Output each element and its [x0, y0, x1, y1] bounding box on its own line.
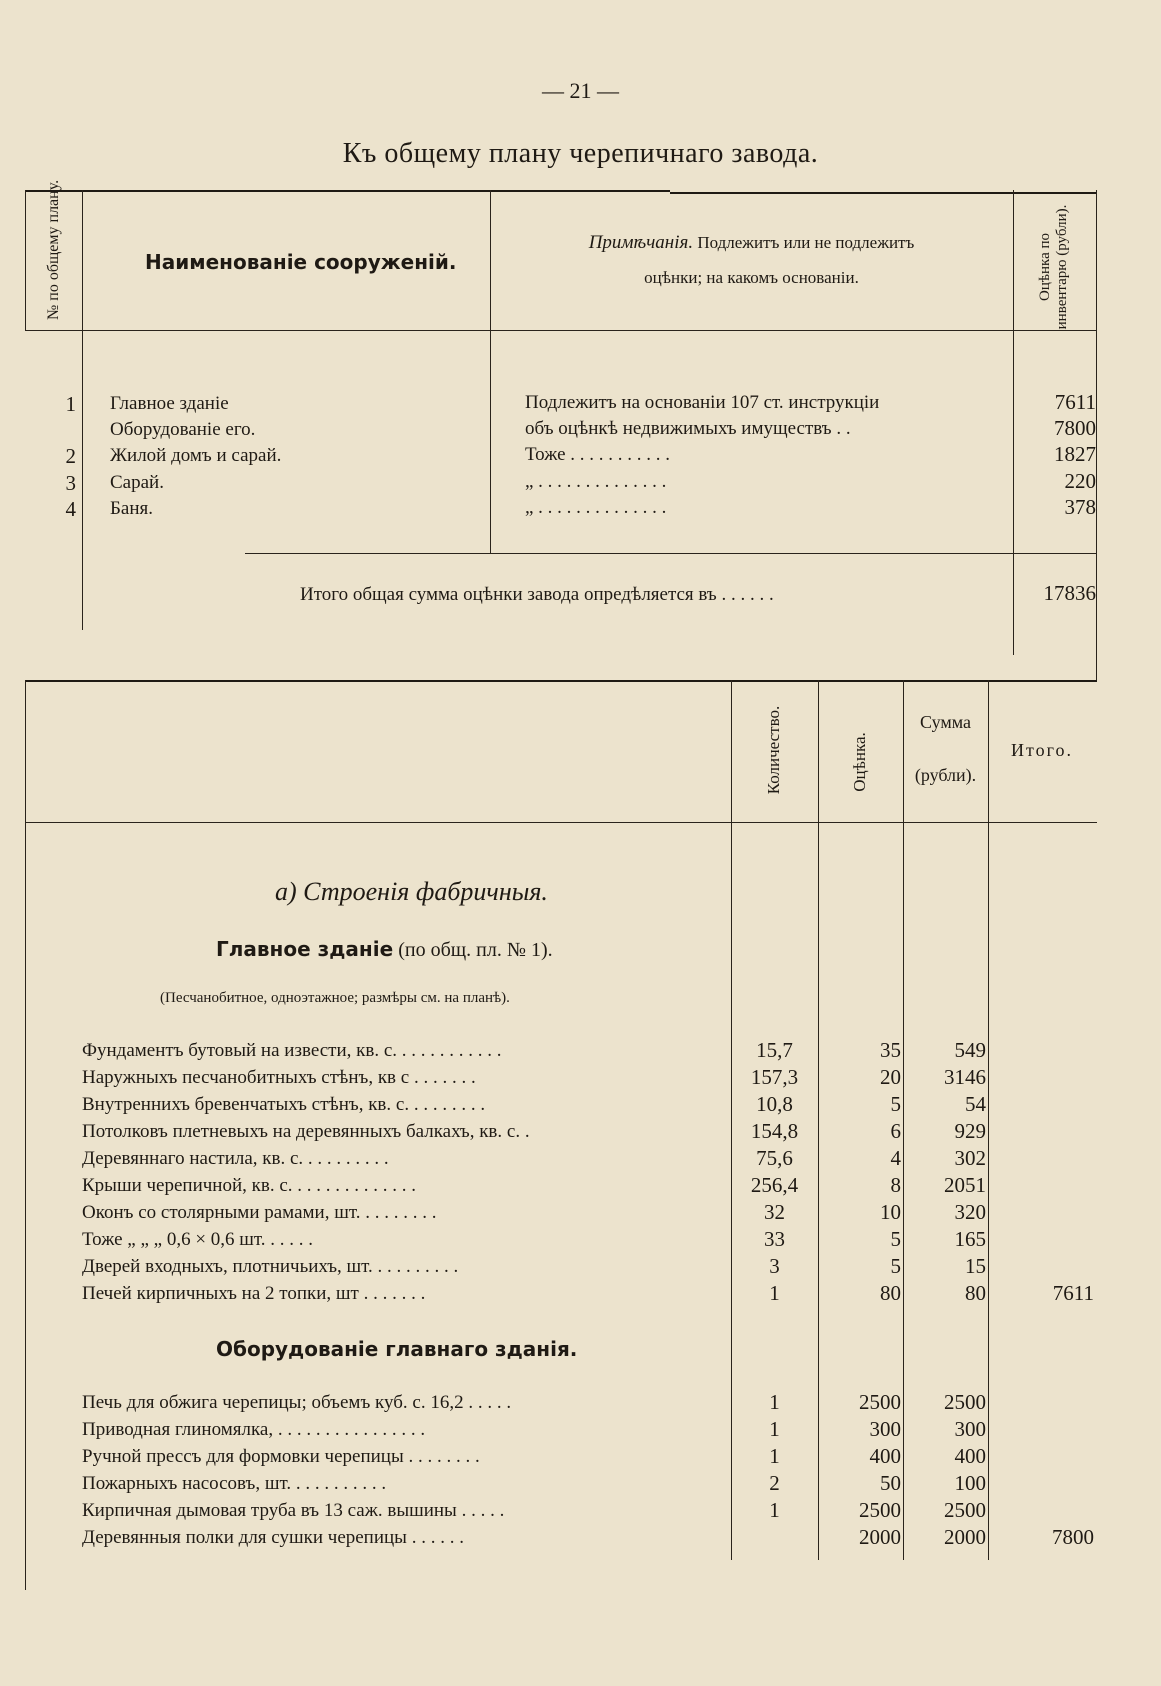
total-text: Итого общая сумма оцѣнки завода опредѣляется въ . . . . . .: [300, 584, 774, 605]
row-quantity: 32: [764, 1200, 785, 1224]
page-number: — 21 —: [542, 78, 619, 103]
header-sum-units: (рубли).: [914, 765, 977, 785]
header-plan-no: № по общему плану.: [45, 179, 62, 320]
row-sum: 2500: [944, 1390, 986, 1414]
row-label: Печь для обжига черепицы; объемъ куб. с. 16,2 . . . . .: [82, 1392, 512, 1413]
row-note: „ . . . . . . . . . . . . . .: [525, 471, 667, 492]
row-note: объ оцѣнкѣ недвижимыхъ имуществъ . .: [525, 418, 851, 439]
row-label: Кирпичная дымовая труба въ 13 саж. вышины . . . . .: [82, 1500, 505, 1521]
main-building-title-ref: (по общ. пл. № 1).: [398, 939, 553, 961]
row-label: Ручной прессъ для формовки черепицы . . . . . . . .: [82, 1446, 480, 1467]
row-quantity: 1: [769, 1390, 780, 1414]
row-quantity: 3: [769, 1254, 780, 1278]
header-valuation: Оцѣнка по инвентарю (рубли).: [1037, 204, 1070, 330]
header-price: Оцѣнка.: [850, 732, 869, 792]
row-quantity: 1: [769, 1417, 780, 1441]
row-quantity: 1: [769, 1281, 780, 1305]
row-value: 7800: [1054, 416, 1096, 440]
row-label: Потолковъ плетневыхъ на деревянныхъ балкахъ, кв. с. .: [82, 1121, 530, 1142]
row-label: Фундаментъ бутовый на извести, кв. с. . . . . . . . . . . .: [82, 1040, 502, 1061]
row-quantity: 1: [769, 1444, 780, 1468]
header-notes-italic: Примѣчанія.: [588, 232, 694, 253]
row-price: 400: [869, 1444, 901, 1468]
row-label: Наружныхъ песчанобитныхъ стѣнъ, кв с . . . . . . .: [82, 1067, 476, 1088]
row-label: Тоже „ „ „ 0,6 × 0,6 шт. . . . . .: [82, 1229, 314, 1250]
row-price: 2500: [859, 1498, 901, 1522]
row-quantity: 75,6: [756, 1146, 793, 1170]
equipment-title: Оборудованіе главнаго зданія.: [216, 1337, 578, 1361]
header-quantity: Количество.: [764, 705, 783, 795]
row-price: 300: [869, 1417, 901, 1441]
row-name: Главное зданіе: [110, 393, 229, 414]
row-price: 2500: [859, 1390, 901, 1414]
row-label: Пожарныхъ насосовъ, шт. . . . . . . . . . .: [82, 1473, 387, 1494]
row-quantity: 157,3: [750, 1065, 799, 1089]
row-name: Жилой домъ и сарай.: [110, 445, 282, 466]
row-label: Оконъ со столярными рамами, шт. . . . . . . . .: [82, 1202, 437, 1223]
row-sum: 2000: [944, 1525, 986, 1549]
row-label: Внутреннихъ бревенчатыхъ стѣнъ, кв. с. . . . . . . . .: [82, 1094, 486, 1115]
row-name: Баня.: [110, 498, 154, 519]
row-no: 4: [65, 497, 76, 521]
row-label: Деревянныя полки для сушки черепицы . . . . . .: [82, 1527, 464, 1548]
row-price: 10: [880, 1200, 901, 1224]
row-value: 220: [1064, 469, 1096, 493]
row-value: 7611: [1054, 390, 1096, 414]
row-name: Оборудованіе его.: [110, 419, 256, 440]
row-sum: 320: [954, 1200, 986, 1224]
row-total: 7800: [1052, 1525, 1094, 1549]
section-title: а) Строенія фабричныя.: [275, 877, 548, 906]
row-price: 5: [890, 1254, 901, 1278]
header-sum: Сумма: [920, 712, 971, 732]
header-notes: [490, 232, 1013, 254]
main-building-title: [216, 937, 553, 962]
header-structure-name: Наименованіе сооруженій.: [145, 250, 457, 274]
row-quantity: 2: [769, 1471, 780, 1495]
row-sum: 54: [965, 1092, 986, 1116]
row-no: 3: [65, 471, 76, 495]
row-price: 35: [880, 1038, 901, 1062]
row-sum: 300: [954, 1417, 986, 1441]
header-notes-text: Подлежитъ или не подлежитъ: [697, 233, 915, 252]
row-price: 5: [890, 1092, 901, 1116]
row-price: 8: [890, 1173, 901, 1197]
row-name: Сарай.: [110, 472, 164, 493]
row-quantity: 1: [769, 1498, 780, 1522]
row-label: Крыши черепичной, кв. с. . . . . . . . . . . . . .: [82, 1175, 417, 1196]
row-sum: 2051: [944, 1173, 986, 1197]
row-value: 1827: [1054, 442, 1096, 466]
row-label: Дверей входныхъ, плотничьихъ, шт. . . . . . . . . .: [82, 1256, 459, 1277]
row-total: 7611: [1052, 1281, 1094, 1305]
main-building-title-bold: Главное зданіе: [216, 937, 394, 961]
row-note: „ . . . . . . . . . . . . . .: [525, 497, 667, 518]
row-sum: 929: [954, 1119, 986, 1143]
row-sum: 80: [965, 1281, 986, 1305]
row-price: 4: [890, 1146, 901, 1170]
row-sum: 2500: [944, 1498, 986, 1522]
row-quantity: 15,7: [756, 1038, 793, 1062]
row-sum: 15: [965, 1254, 986, 1278]
row-sum: 3146: [944, 1065, 986, 1089]
row-value: 378: [1064, 495, 1096, 519]
row-no: 1: [65, 392, 76, 416]
row-label: Печей кирпичныхъ на 2 топки, шт . . . . . . .: [82, 1283, 426, 1304]
row-sum: 400: [954, 1444, 986, 1468]
header-total: Итого.: [1010, 740, 1074, 760]
row-price: 20: [880, 1065, 901, 1089]
row-quantity: 154,8: [750, 1119, 799, 1143]
main-building-subtitle: (Песчанобитное, одноэтажное; размѣры см. на планѣ).: [160, 990, 510, 1006]
header-notes-line2: оцѣнки; на какомъ основаніи.: [644, 268, 859, 287]
row-price: 5: [890, 1227, 901, 1251]
row-label: Деревяннаго настила, кв. с. . . . . . . . . .: [82, 1148, 389, 1169]
row-sum: 165: [954, 1227, 986, 1251]
total-value: 17836: [1043, 581, 1096, 605]
row-price: 80: [880, 1281, 901, 1305]
row-sum: 302: [954, 1146, 986, 1170]
row-price: 2000: [859, 1525, 901, 1549]
page-title: Къ общему плану черепичнаго завода.: [342, 138, 819, 169]
row-no: 2: [65, 444, 76, 468]
row-note: Тоже . . . . . . . . . . .: [525, 444, 671, 465]
row-label: Приводная глиномялка, . . . . . . . . . . . . . . . .: [82, 1419, 426, 1440]
row-sum: 100: [954, 1471, 986, 1495]
row-price: 6: [890, 1119, 901, 1143]
row-quantity: 10,8: [756, 1092, 793, 1116]
row-sum: 549: [954, 1038, 986, 1062]
row-quantity: 33: [764, 1227, 785, 1251]
row-note: Подлежитъ на основаніи 107 ст. инструкціи: [525, 392, 880, 413]
row-quantity: 256,4: [750, 1173, 799, 1197]
row-price: 50: [880, 1471, 901, 1495]
